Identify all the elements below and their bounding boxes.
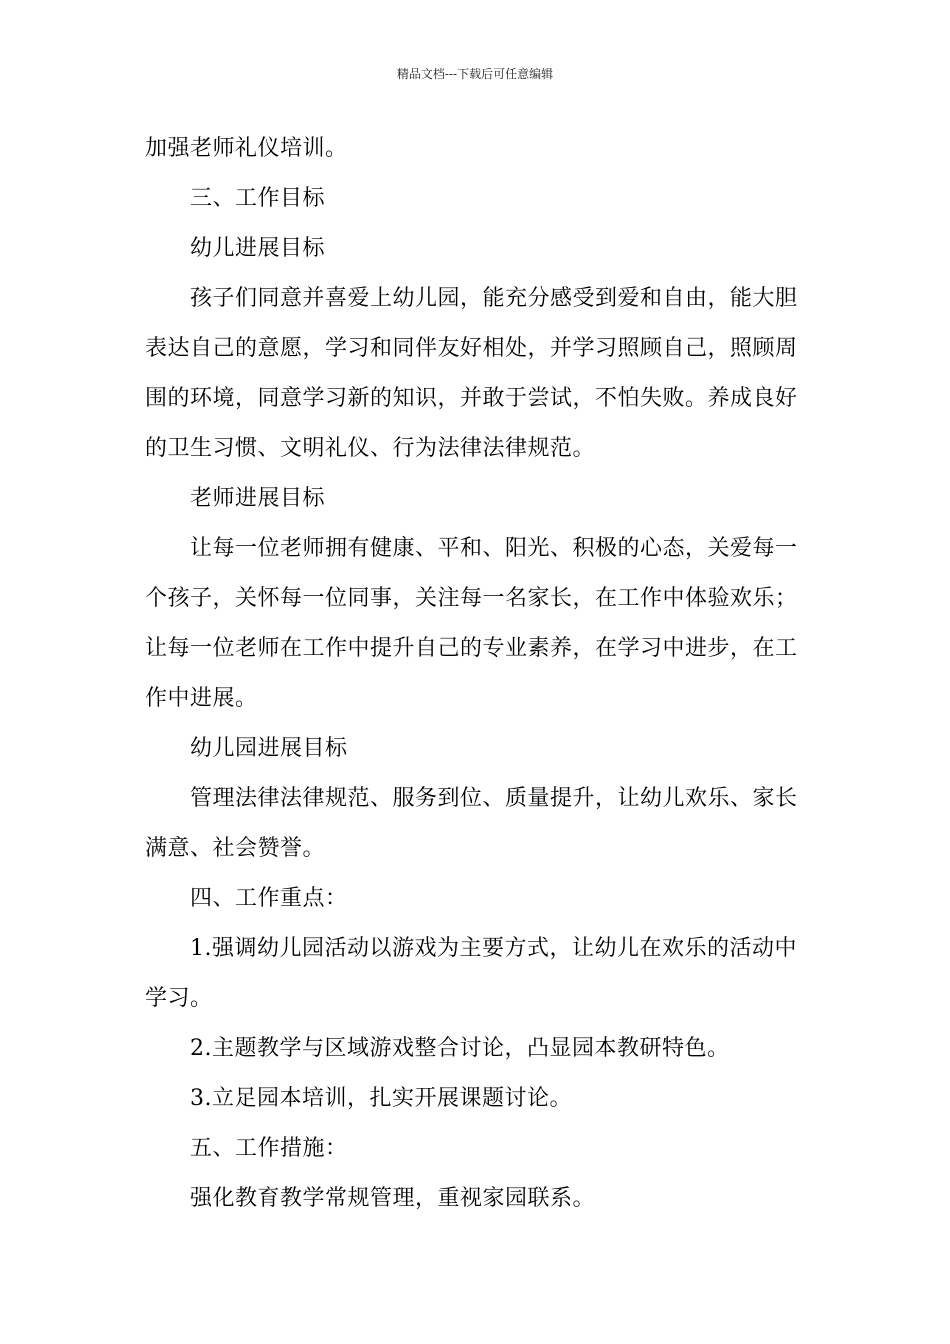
section-heading-focus: 四、工作重点：	[190, 886, 348, 911]
list-item-focus-1: 1.强调幼儿园活动以游戏为主要方式，让幼儿在欢乐的活动中学习。	[145, 936, 797, 1011]
section-heading-goals: 三、工作目标	[190, 186, 326, 211]
paragraph-kindergarten-goals: 管理法律法律规范、服务到位、质量提升，让幼儿欢乐、家长满意、社会赞誉。	[145, 786, 798, 861]
subheading-child-goals: 幼儿进展目标	[190, 236, 326, 261]
list-item-focus-3: 3.立足园本培训，扎实开展课题讨论。	[190, 1086, 572, 1111]
document-body	[145, 124, 810, 1224]
subheading-teacher-goals: 老师进展目标	[190, 486, 326, 511]
paragraph-continuation: 加强老师礼仪培训。	[145, 136, 348, 161]
paragraph-teacher-goals: 让每一位老师拥有健康、平和、阳光、积极的心态，关爱每一个孩子，关怀每一位同事，关注每一名家长，在工作中体验欢乐；让每一位老师在工作中提升自己的专业素养，在学习中进步，在工作中进展。	[145, 536, 798, 711]
list-item-focus-2: 2.主题教学与区域游戏整合讨论，凸显园本教研特色。	[190, 1036, 730, 1061]
subheading-kindergarten-goals: 幼儿园进展目标	[190, 736, 348, 761]
paragraph-measures: 强化教育教学常规管理，重视家园联系。	[190, 1186, 596, 1211]
section-heading-measures: 五、工作措施：	[190, 1136, 348, 1161]
page-header: 精品文档---下载后可任意编辑	[396, 67, 554, 81]
paragraph-child-goals: 孩子们同意并喜爱上幼儿园，能充分感受到爱和自由，能大胆表达自己的意愿，学习和同伴友好相处，并学习照顾自己，照顾周围的环境，同意学习新的知识，并敢于尝试，不怕失败。养成良好的卫生习惯、文明礼仪、行为法律法律规范。	[145, 286, 798, 461]
